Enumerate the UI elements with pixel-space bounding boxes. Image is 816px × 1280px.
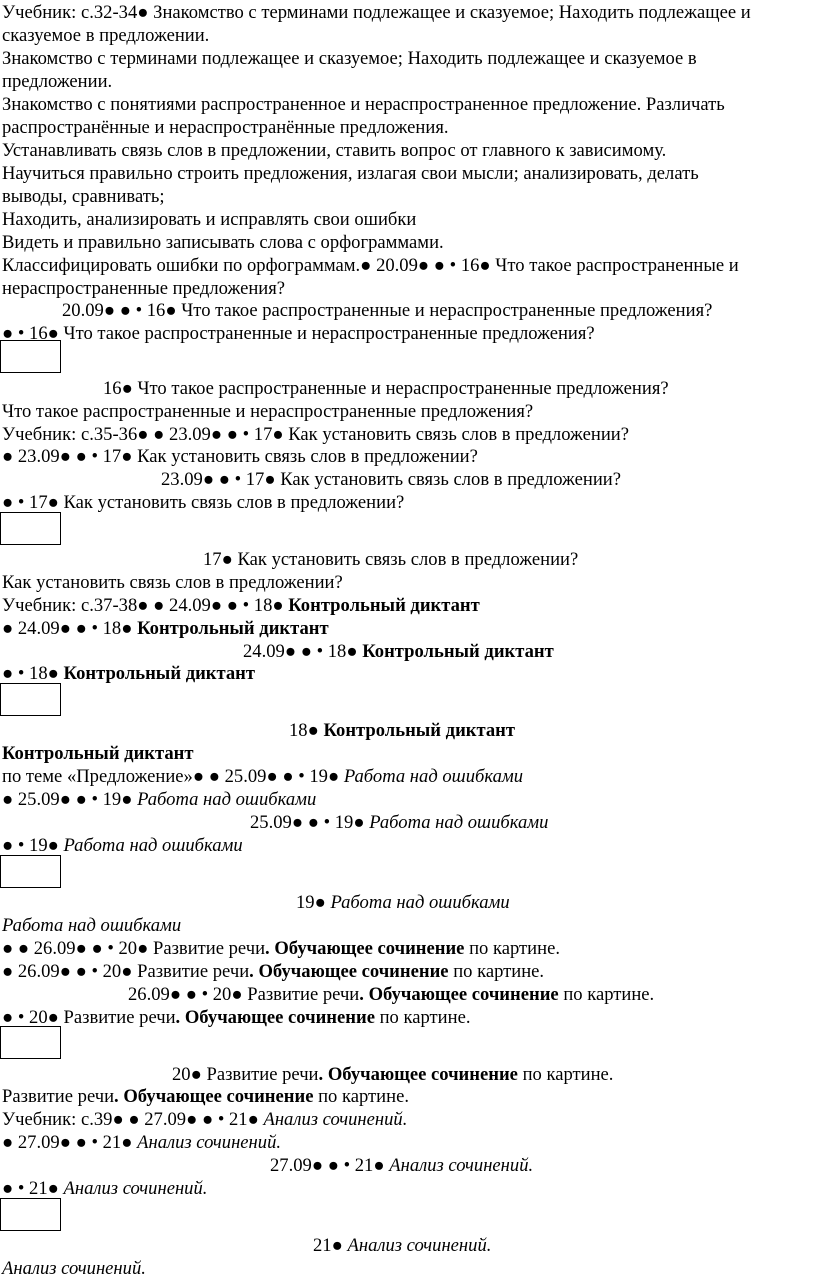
text-line: Анализ сочинений. xyxy=(2,1258,146,1279)
text-line: выводы, сравнивать; xyxy=(2,186,165,207)
empty-cell-box xyxy=(0,683,61,716)
text-line: Устанавливать связь слов в предложении, ставить вопрос от главного к зависимому. xyxy=(2,140,667,161)
text-line: Контрольный диктант xyxy=(2,743,194,764)
text-line: Учебник: с.35-36● ● 23.09● ● • 17● Как установить связь слов в предложении? xyxy=(2,424,630,445)
text-line: Классифицировать ошибки по орфограммам.● 20.09● ● • 16● Что такое распространенные и xyxy=(2,255,739,276)
text-line: Учебник: с.37-38● ● 24.09● ● • 18● Контрольный диктант xyxy=(2,595,480,616)
text-line: Знакомство с понятиями распространенное и нераспространенное предложение. Различать xyxy=(2,94,725,115)
text-line: Учебник: с.32-34● Знакомство с терминами подлежащее и сказуемое; Находить подлежащее и xyxy=(2,2,751,23)
empty-cell-box xyxy=(0,855,61,888)
text-line: ● ● 26.09● ● • 20● Развитие речи. Обучающее сочинение по картине. xyxy=(2,938,560,959)
empty-cell-box xyxy=(0,1026,61,1059)
text-line: Знакомство с терминами подлежащее и сказуемое; Находить подлежащее и сказуемое в xyxy=(2,48,697,69)
text-line: 27.09● ● • 21● Анализ сочинений. xyxy=(270,1155,534,1176)
text-line: ● 27.09● ● • 21● Анализ сочинений. xyxy=(2,1132,282,1153)
text-line: 20.09● ● • 16● Что такое распространенные и нераспространенные предложения? xyxy=(62,300,713,321)
empty-cell-box xyxy=(0,340,61,373)
text-line: 23.09● ● • 17● Как установить связь слов в предложении? xyxy=(161,469,621,490)
text-line: 18● Контрольный диктант xyxy=(289,720,515,741)
text-line: предложении. xyxy=(2,71,113,92)
text-line: Видеть и правильно записывать слова с орфограммами. xyxy=(2,232,444,253)
text-line: 19● Работа над ошибками xyxy=(296,892,510,913)
text-line: нераспространенные предложения? xyxy=(2,278,286,299)
text-line: ● • 17● Как установить связь слов в предложении? xyxy=(2,492,405,513)
empty-cell-box xyxy=(0,512,61,545)
text-line: 25.09● ● • 19● Работа над ошибками xyxy=(250,812,549,833)
text-line: ● 26.09● ● • 20● Развитие речи. Обучающее сочинение по картине. xyxy=(2,961,545,982)
text-line: ● • 16● Что такое распространенные и нераспространенные предложения? xyxy=(2,323,595,344)
text-line: Как установить связь слов в предложении? xyxy=(2,572,343,593)
text-line: распространённые и нераспространённые предложения. xyxy=(2,117,449,138)
text-line: ● • 21● Анализ сочинений. xyxy=(2,1178,208,1199)
text-line: по теме «Предложение»● ● 25.09● ● • 19● Работа над ошибками xyxy=(2,766,524,787)
text-line: сказуемое в предложении. xyxy=(2,25,210,46)
empty-cell-box xyxy=(0,1198,61,1231)
text-line: 26.09● ● • 20● Развитие речи. Обучающее сочинение по картине. xyxy=(128,984,655,1005)
text-line: Находить, анализировать и исправлять свои ошибки xyxy=(2,209,417,230)
text-line: Что такое распространенные и нераспространенные предложения? xyxy=(2,401,534,422)
text-line: 24.09● ● • 18● Контрольный диктант xyxy=(243,641,554,662)
text-line: Работа над ошибками xyxy=(2,915,182,936)
text-line: 20● Развитие речи. Обучающее сочинение по картине. xyxy=(172,1064,614,1085)
text-line: 16● Что такое распространенные и нераспространенные предложения? xyxy=(103,378,669,399)
text-line: ● • 19● Работа над ошибками xyxy=(2,835,243,856)
text-line: ● • 18● Контрольный диктант xyxy=(2,663,256,684)
text-line: 17● Как установить связь слов в предложении? xyxy=(203,549,579,570)
text-line: Учебник: с.39● ● 27.09● ● • 21● Анализ сочинений. xyxy=(2,1109,408,1130)
text-line: ● 23.09● ● • 17● Как установить связь слов в предложении? xyxy=(2,446,478,467)
text-line: ● • 20● Развитие речи. Обучающее сочинение по картине. xyxy=(2,1007,471,1028)
text-line: ● 24.09● ● • 18● Контрольный диктант xyxy=(2,618,329,639)
text-line: ● 25.09● ● • 19● Работа над ошибками xyxy=(2,789,317,810)
text-line: Развитие речи. Обучающее сочинение по картине. xyxy=(2,1086,409,1107)
text-line: Научиться правильно строить предложения, излагая свои мысли; анализировать, делать xyxy=(2,163,699,184)
text-line: 21● Анализ сочинений. xyxy=(313,1235,492,1256)
